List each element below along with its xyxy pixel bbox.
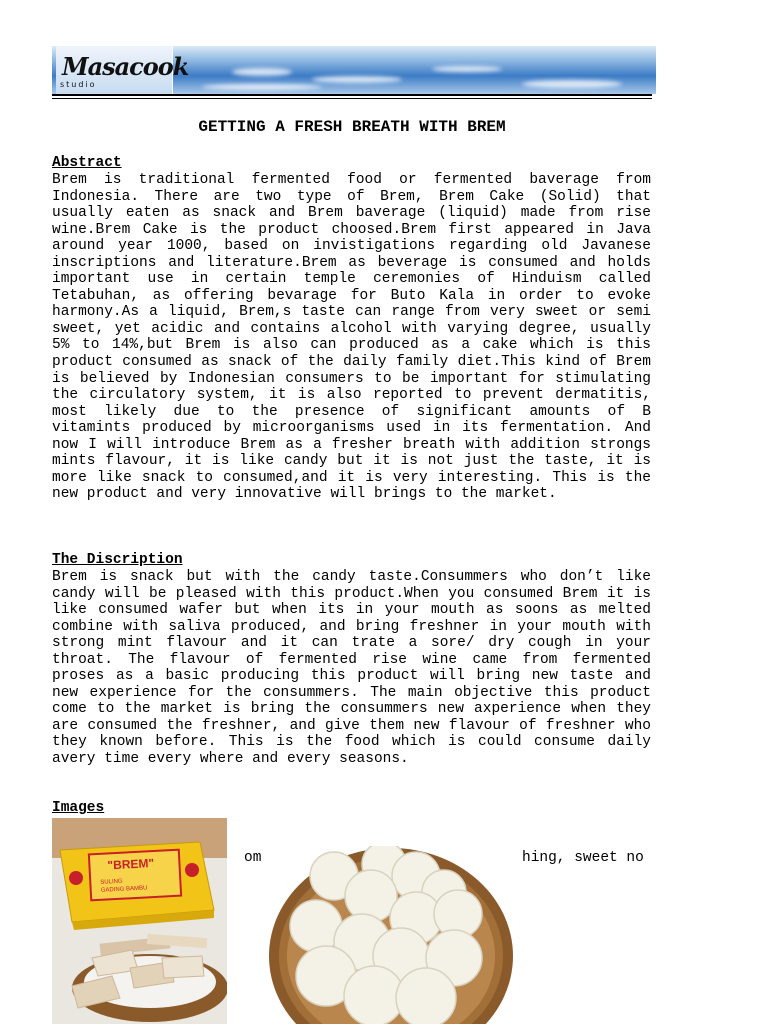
banner-cloud <box>232 68 292 76</box>
banner-cloud <box>312 76 402 83</box>
abstract-paragraph: Brem is traditional fermented food or fermented baverage from Indonesia. There are two type of Brem, Brem Cake (Solid) that usually eaten as snack and Brem baverage (liquid) made from rise wine.Brem Cake is the product choosed.Brem first appeared in Java around year 1000, based on invistigations regarding old Javanese inscriptions and literature.Brem as beverage is consumed and holds important use in certain temple ceremonies of Hinduism called Tetabuhan, as offering bevarage for Buto Kala in order to evoke harmony.As a liquid, Brem,s taste can range from very sweet or semi sweet, yet acidic and contains alcohol with varying degree, usually 5% to 14%,but Brem is also can produced as a cake which is this product consumed as snack of the daily family diet.This kind of Brem is believed by Indonesian consumers to be important for stimulating the circulatory system, it is also reported to prevent dermatitis, most likely due to the presence of significant amounts of B vitamints produced by microorganisms used in its fermentation. And now I will introduce Brem as a fresher breath with addition strongs mints flavour, it is like candy but it is not just the taste, it is more like snack to consumed,and it is very interesting. This is the new product and very innovative will brings to the market. <box>52 172 651 503</box>
logo-subtext: studio <box>60 80 97 89</box>
header-rule <box>52 94 652 96</box>
package-label: "BREM" <box>107 855 155 873</box>
header-rule-thin <box>52 98 652 99</box>
brem-basket-image <box>266 846 516 1024</box>
header-banner <box>52 46 656 94</box>
brem-basket-illustration <box>266 846 516 1024</box>
partial-text-right: hing, sweet no <box>522 850 644 866</box>
logo <box>56 46 189 94</box>
partial-text-left: om <box>244 850 262 866</box>
banner-cloud <box>202 84 322 90</box>
logo-text: Masacook <box>62 52 189 81</box>
banner-cloud <box>432 66 502 72</box>
images-heading: Images <box>52 800 105 816</box>
brem-package-image <box>52 818 227 1024</box>
description-heading: The Discription <box>52 552 183 568</box>
svg-text:SULING: SULING <box>100 878 123 886</box>
abstract-heading: Abstract <box>52 155 122 171</box>
document-title: GETTING A FRESH BREATH WITH BREM <box>198 118 506 136</box>
brem-package-illustration <box>52 818 227 1024</box>
description-paragraph: Brem is snack but with the candy taste.Consummers who don’t like candy will be pleased with this product.When you consumed Brem it is like consumed wafer but when its in your mouth as soons as melted combine with saliva produced, and bring freshner in your mouth with strong mint flavour and it can trate a sore/ dry cough in your throat. The flavour of fermented rise wine came from fermented proses as a basic producing this product will bring new taste and new experience for the consummers. The main objective this product come to the market is bring the consummers new axperience when they are consumed the freshner, and give them new flavour of freshner who they known before. This is the food which is could consume daily avery time every where and every seasons. <box>52 569 651 768</box>
svg-text:GADING BAMBU: GADING BAMBU <box>100 885 148 894</box>
banner-cloud <box>522 80 622 88</box>
